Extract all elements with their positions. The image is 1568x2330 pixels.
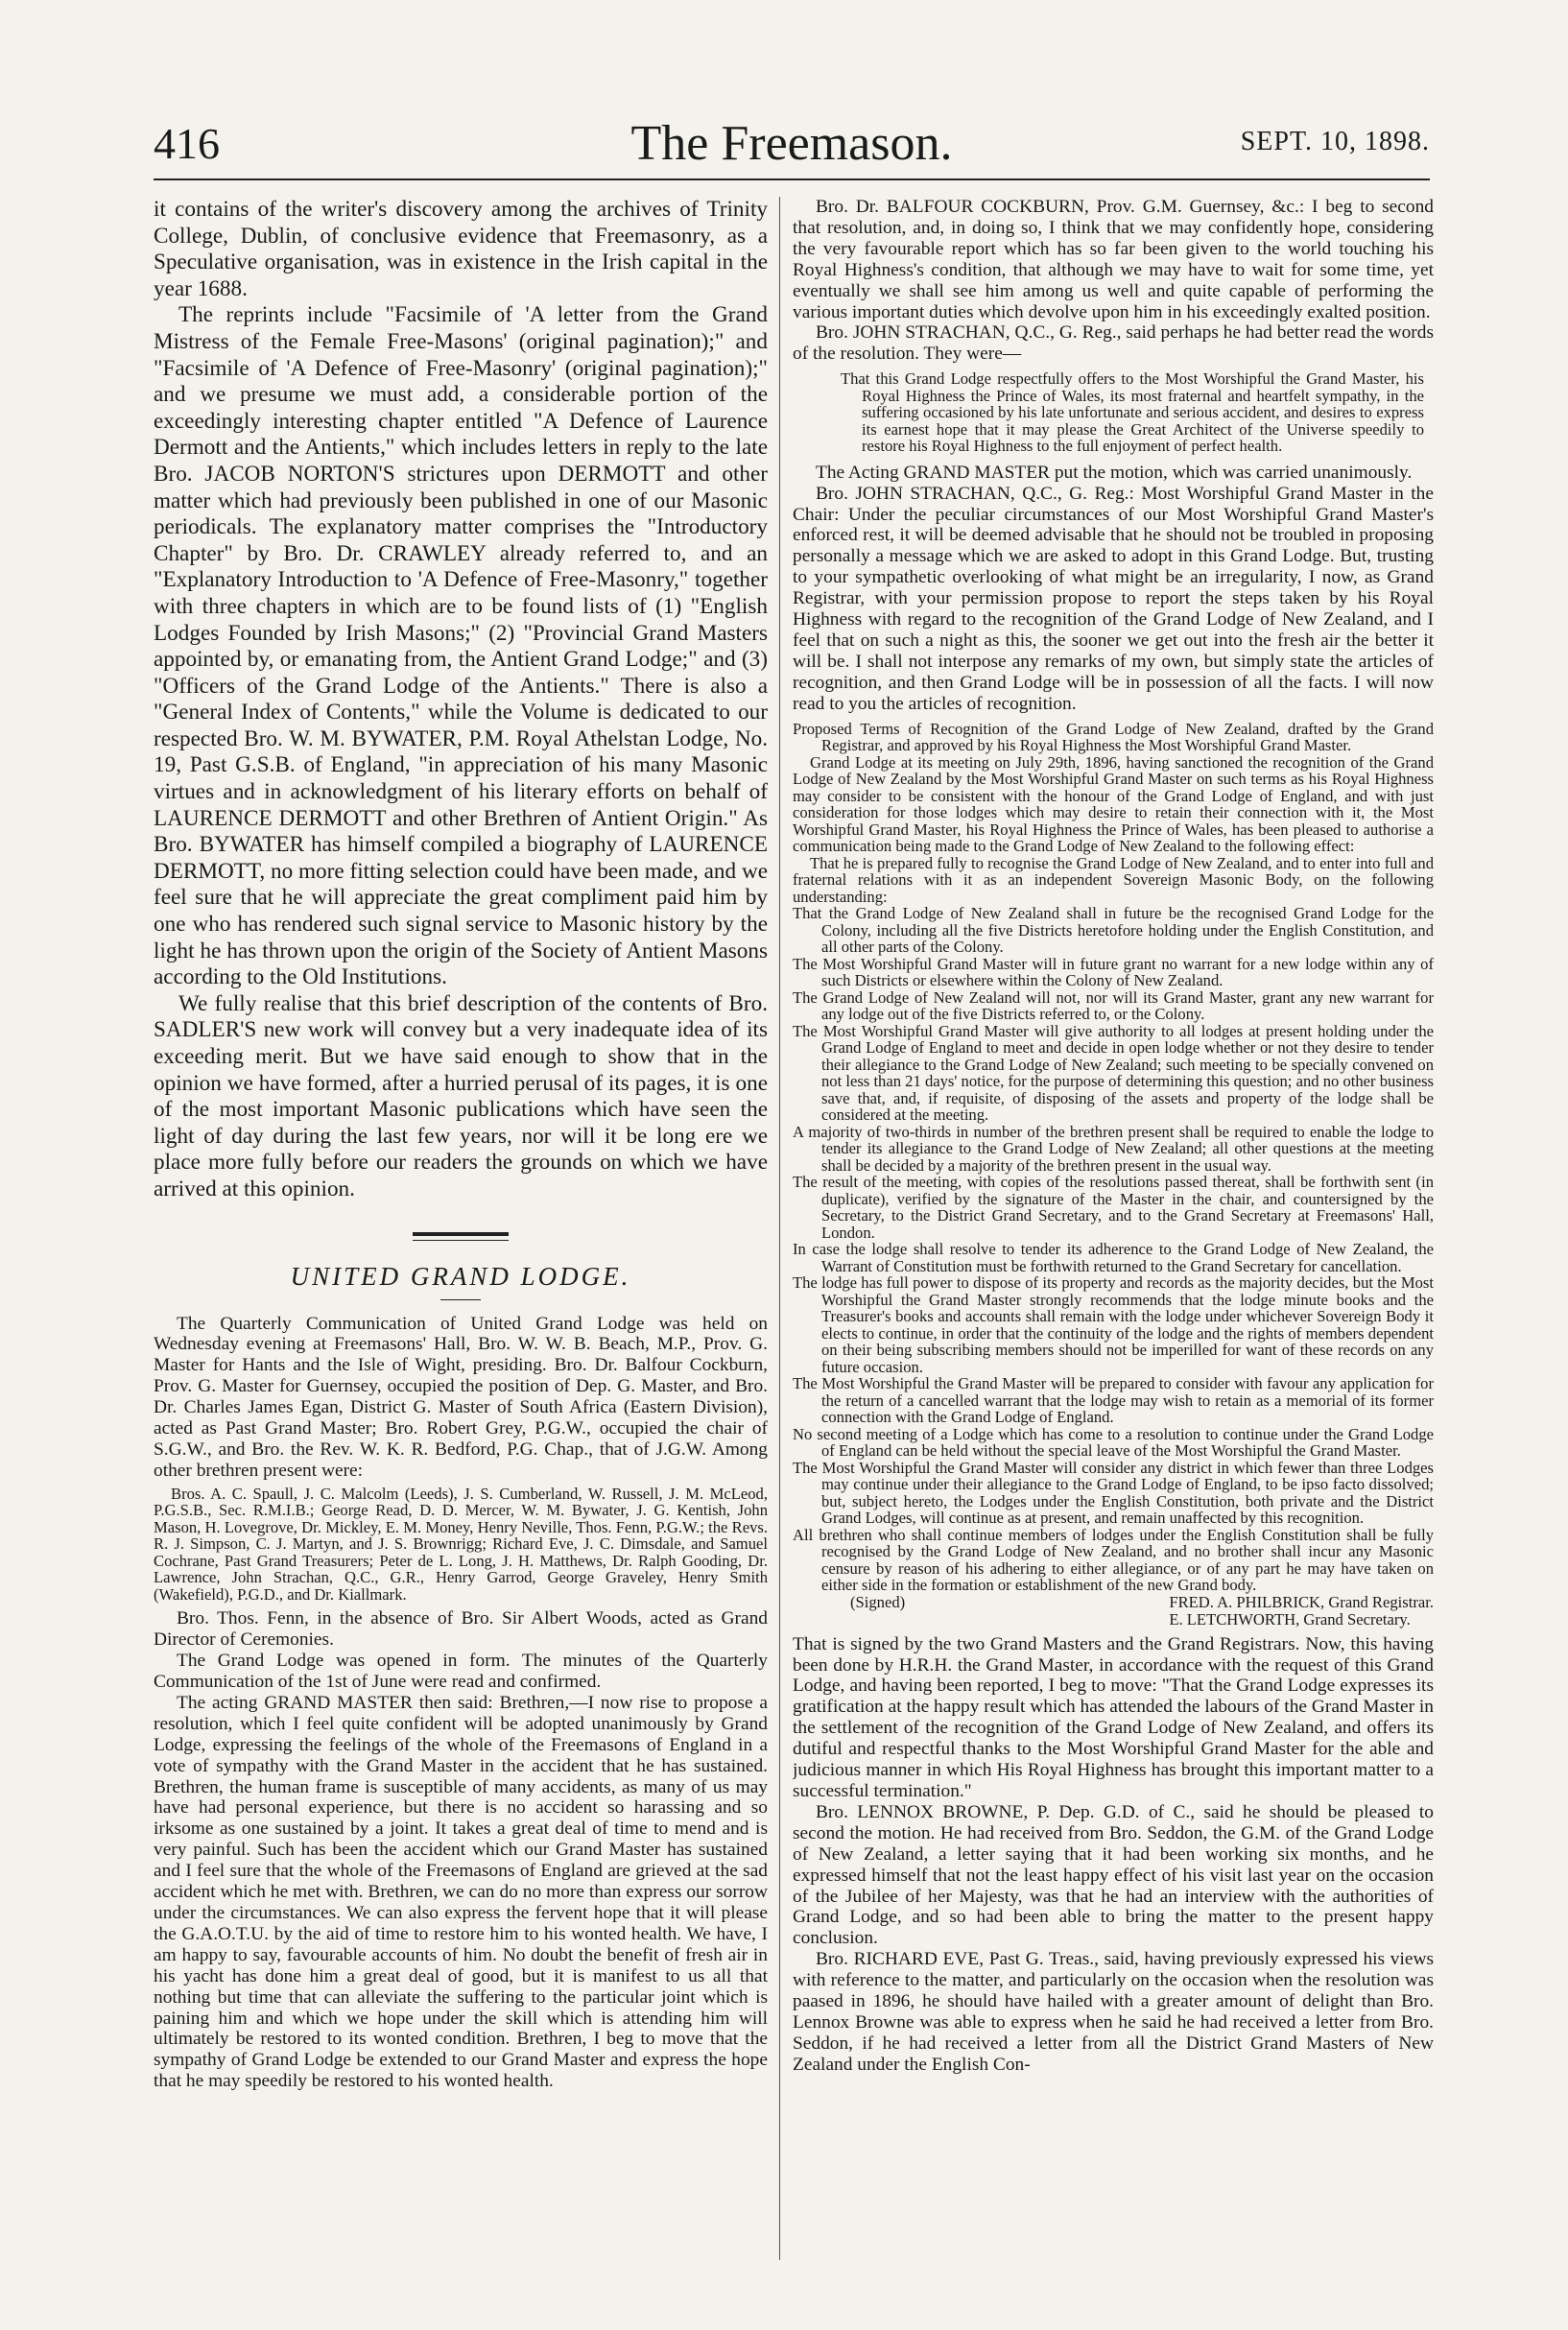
masthead [154, 115, 1430, 177]
speech-paragraph: Bro. JOHN STRACHAN, Q.C., G. Reg., said perhaps he had better read the words of the resolution. They were— [793, 322, 1434, 365]
section-heading: UNITED GRAND LODGE. [290, 1261, 631, 1291]
signatories [1169, 1594, 1434, 1629]
terms-of-recognition [793, 721, 1434, 1629]
report-paragraph: Bro. Thos. Fenn, in the absence of Bro. Sir Albert Woods, acted as Grand Director of Ceremonies. [154, 1608, 768, 1651]
speech-paragraph: That is signed by the two Grand Masters and the Grand Registrars. Now, this having been done by H.R.H. the Grand Master, in accordance with the request of this Grand Lodge, and having been reported, I beg to move: "That the Grand Lodge expresses its gratification at the happy result which has attended the labours of the Grand Master in the settlement of the recognition of the Grand Lodge of New Zealand, and offers its dutiful and respectful thanks to the Most Worshipful Grand Master for the able and judicious manner in which His Royal Highness has brought this important matter to a successful termination." [793, 1633, 1434, 1801]
speech-paragraph: Bro. JOHN STRACHAN, Q.C., G. Reg.: Most Worshipful Grand Master in the Chair: Under the peculiar circumstances of our Most Worshipful Grand Master's enforced rest, it will be deemed advisable that he should not be troubled in proposing personally a message which we are asked to adopt in this Grand Lodge. But, trusting to your sympathetic overlooking of what might be an irregularity, I now, as Grand Registrar, with your permission propose to report the steps taken by his Royal Highness with regard to the recognition of the Grand Lodge of New Zealand, and I feel that on such a night as this, the sooner we get out into the fresh air the better it will be. I shall not interpose any remarks of my own, but simply state the articles of recognition, and then Grand Lodge will be in possession of all the facts. I will now read to you the articles of recognition. [793, 483, 1434, 714]
report-paragraph: The Grand Lodge was opened in form. The minutes of the Quarterly Communication of the 1st of June were read and confirmed. [154, 1651, 768, 1693]
term-item: No second meeting of a Lodge which has come to a resolution to continue under the Grand Lodge of England can be held without the special leave of the Most Worshipful the Grand Master. [793, 1424, 1434, 1461]
resolution-text: That this Grand Lodge respectfully offers to the Most Worshipful the Grand Master, his Royal Highness the Prince of Wales, its most fraternal and heartfelt sympathy, in the suffering occasioned by his late unfortunate and serious accident, and desires to express its earnest hope that it may please the Great Architect of the Universe speedily to restore his Royal Highness to the full enjoyment of perfect health. [841, 369, 1424, 456]
report-paragraph: The Quarterly Communication of United Grand Lodge was held on Wednesday evening at Freemasons' Hall, Bro. W. W. B. Beach, M.P., Prov. G. Master for Hants and the Isle of Wight, presiding. Bro. Dr. Balfour Cockburn, Prov. G. Master for Guernsey, occupied the position of Dep. G. Master, and Bro. Dr. Charles James Egan, District G. Master of South Africa (Eastern Division), acted as Past Grand Master; Bro. Robert Grey, P.G.W., occupied the chair of S.G.W., and Bro. the Rev. W. K. R. Bedford, P.G. Chap., that of J.G.W. Among other brethren present were: [154, 1313, 768, 1481]
page-number: 416 [154, 119, 220, 168]
signatory-registrar: FRED. A. PHILBRICK, Grand Registrar. [1169, 1592, 1434, 1611]
term-item: That the Grand Lodge of New Zealand shall in future be the recognised Grand Lodge for the Colony, including all the five Districts heretofore holding under the English Constitution, and all other parts of the Colony. [793, 904, 1434, 957]
review-paragraph: it contains of the writer's discovery among the archives of Trinity College, Dublin, of conclusive evidence that Freemasonry, as a Speculative organisation, was in existence in the Irish capital in the year 1688. [154, 197, 768, 301]
speech-paragraph: The Acting GRAND MASTER put the motion, which was carried unanimously. [816, 462, 1413, 483]
terms-title: Proposed Terms of Recognition of the Grand Lodge of New Zealand, drafted by the Grand Registrar, and approved by his Royal Highness the Most Worshipful Grand Master. [793, 719, 1434, 755]
left-column [154, 197, 768, 2260]
speech-paragraph: Bro. LENNOX BROWNE, P. Dep. G.D. of C., said he should be pleased to second the motion. He had received from Bro. Seddon, the G.M. of the Grand Lodge of New Zealand, a letter saying that it had been working six months, and he expressed himself that not the least happy effect of his visit last year on the occasion of the Jubilee of her Majesty, was that he had an interview with the authorities of Grand Lodge, and so had been able to bring the matter to the present happy conclusion. [793, 1801, 1434, 1949]
signature-block [793, 1594, 1434, 1629]
issue-date: SEPT. 10, 1898. [1240, 127, 1430, 156]
section-rule-thin [413, 1240, 509, 1241]
terms-preamble: Grand Lodge at its meeting on July 29th, 1896, having sanctioned the recognition of the Grand Lodge of New Zealand by the Most Worshipful Grand Master on such terms as his Royal Highness may consider to be consistent with the honour of the Grand Lodge of England, and with just consideration for those lodges which may desire to retain their connection with it, the Most Worshipful Grand Master, his Royal Highness the Prince of Wales, has been pleased to authorise a communication being made to the Grand Lodge of New Zealand to the following effect: [793, 752, 1434, 856]
masthead-rule [154, 178, 1430, 180]
term-item: The Most Worshipful the Grand Master will consider any district in which fewer than three Lodges may continue under their allegiance to the Grand Lodge of England, to be ipso facto dissolved; but, subject hereto, the Lodges under the English Constitution, both private and the District Grand Lodges, will continue as at present, and remain unaffected by this recognition. [793, 1458, 1434, 1528]
term-item: In case the lodge shall resolve to tender its adherence to the Grand Lodge of New Zealand, the Warrant of Constitution must be forthwith returned to the Grand Secretary for cancellation. [793, 1240, 1434, 1275]
term-item: The Most Worshipful the Grand Master will be prepared to consider with favour any application for the return of a cancelled warrant that the lodge may wish to retain as a memorial of its former connection with the Grand Lodge of England. [793, 1374, 1434, 1427]
term-item: The result of the meeting, with copies of the resolutions passed thereat, shall be forthwith sent (in duplicate), verified by the signature of the Master in the chair, and countersigned by the Secretary, to the District Grand Secretary, and to the Grand Secretary at Freemasons' Hall, London. [793, 1173, 1434, 1242]
term-item: The Most Worshipful Grand Master will in future grant no warrant for a new lodge within any of such Districts or elsewhere within the Colony of New Zealand. [793, 954, 1434, 990]
review-paragraph: The reprints include "Facsimile of 'A letter from the Grand Mistress of the Female Free-Masons' (original pagination);" and "Facsimile of 'A Defence of Free-Masonry' (original pagination);" and we presume we must add, a considerable portion of the exceedingly interesting chapter entitled "A Defence of Laurence Dermott and the Antients," which includes letters in reply to the late Bro. JACOB NORTON'S strictures upon DERMOTT and other matter which had previously been published in one of our Masonic periodicals. The explanatory matter comprises the "Introductory Chapter" by Bro. Dr. CRAWLEY already referred to, and an "Explanatory Introduction to 'A Defence of Free-Masonry," together with three chapters in which are to be found lists of (1) "English Lodges Founded by Irish Masons;" (2) "Provincial Grand Masters appointed by, or emanating from, the Antient Grand Lodge;" and (3) "Officers of the Grand Lodge of the Antients." There is also a "General Index of Contents," while the Volume is dedicated to our respected Bro. W. M. BYWATER, P.M. Royal Athelstan Lodge, No. 19, Past G.S.B. of England, "in appreciation of his many Masonic virtues and in acknowledgment of his literary efforts on behalf of LAURENCE DERMOTT and other Brethren of Antient Origin." As Bro. BYWATER has himself compiled a biography of LAURENCE DERMOTT, no more fitting selection could have been made, and we feel sure that he will appreciate the great compliment paid him by one who has rendered such signal service to Masonic history by the light he has thrown upon the origin of the Society of Antient Masons according to the Old Institutions. [154, 302, 768, 990]
term-item: All brethren who shall continue members of lodges under the English Constitution shall be fully recognised by the Grand Lodge of New Zealand, and no brother shall incur any Masonic censure by reason of his adhering to either allegiance, or of any part he may have taken on either side in the formation or establishment of the new Grand body. [793, 1525, 1434, 1595]
report-paragraph: The acting GRAND MASTER then said: Brethren,—I now rise to propose a resolution, which I feel quite confident will be adopted unanimously by Grand Lodge, expressing the feelings of the whole of the Freemasons of England in a vote of sympathy with the Grand Master in the accident that he has sustained. Brethren, the human frame is susceptible of many accidents, as many of us may have had personal experience, but there is no accident so harassing and so irksome as one sustained by a joint. It takes a great deal of time to mend and is very painful. Such has been the accident which our Grand Master has sustained and I feel sure that the whole of the Freemasons of England are grieved at the sad accident which he met with. Brethren, we can do no more than express our sorrow under the circumstances. We can also express the fervent hope that it will please the G.A.O.T.U. by the aid of time to restore him to his wonted health. We have, I am happy to say, favourable accounts of him. No doubt the benefit of fresh air in his yacht has done him a great deal of good, but it is manifest to us all that nothing but time that can alleviate the suffering to the particular joint which is paining him and which we hope under the skill which is attending him will ultimately be restored to its wonted condition. Brethren, I beg to move that the sympathy of Grand Lodge be extended to our Grand Master and express the hope that he may speedily be restored to his wonted health. [154, 1692, 768, 2092]
column-divider [779, 197, 780, 2260]
term-item: The Grand Lodge of New Zealand will not, nor will its Grand Master, grant any new warrant for any lodge out of the five Districts referred to, or the Colony. [793, 987, 1434, 1024]
publication-title: The Freemason. [630, 116, 953, 171]
speech-paragraph: Bro. RICHARD EVE, Past G. Treas., said, having previously expressed his views with reference to the matter, and particularly on the occasion when the resolution was paased in 1896, he should have hailed with a greater amount of delight than Bro. Lennox Browne was able to express when he said he had received a letter from Bro. Seddon, if he had received a letter from all the District Grand Masters of New Zealand under the English Con- [793, 1949, 1434, 2075]
term-item: The lodge has full power to dispose of its property and records as the majority decides, but the Most Worshipful the Grand Master strongly recommends that the lodge minute books and the Treasurer's books and accounts shall remain with the lodge under whichever Sovereign Body it elects to continue, in order that the continuity of the lodge and the rights of members dependent on their being subscribing members should not be imperilled for want of these records on any future occasion. [793, 1273, 1434, 1376]
term-item: A majority of two-thirds in number of the brethren present shall be required to enable the lodge to tender its allegiance to the Grand Lodge of New Zealand; all other questions at the meeting shall be decided by a majority of the brethren present in the usual way. [793, 1122, 1434, 1175]
term-item: The Most Worshipful Grand Master will give authority to all lodges at present holding under the Grand Lodge of England to meet and decide in open lodge whether or not they desire to tender their allegiance to the Grand Lodge of New Zealand; such meeting to be specially convened on not less than 21 days' notice, for the purpose of determining this question; and no other business save that, and, if requisite, of disposing of the assets and property of the lodge shall be considered at the meeting. [793, 1021, 1434, 1125]
terms-preamble: That he is prepared fully to recognise the Grand Lodge of New Zealand, and to enter into full and fraternal relations with it as an independent Sovereign Masonic Body, on the following understanding: [793, 853, 1434, 906]
signed-label: (Signed) [850, 1592, 906, 1611]
review-paragraph: We fully realise that this brief description of the contents of Bro. SADLER'S new work will convey but a very inadequate idea of its exceeding merit. But we have said enough to show that in the opinion we have formed, after a hurried perusal of its pages, it is one of the most important Masonic publications which have seen the light of day during the last few years, nor will it be long ere we place more fully before our readers the grounds on which we have arrived at this opinion. [154, 990, 768, 1201]
attendance-list: Bros. A. C. Spaull, J. C. Malcolm (Leeds), J. S. Cumberland, W. Russell, J. M. McLeod, P.G.S.B., Sec. R.M.I.B.; George Read, D. D. Mercer, W. M. Bywater, J. G. Kentish, John Mason, H. Lovegrove, Dr. Mickley, E. M. Money, Henry Neville, Thos. Fenn, P.G.W.; the Revs. R. J. Simpson, C. J. Martyn, and J. S. Brownrigg; Richard Eve, J. C. Dimsdale, and Samuel Cochrane, Past Grand Treasurers; Peter de L. Long, J. H. Matthews, Dr. Ralph Gooding, Dr. Lawrence, John Strachan, Q.C., G.R., Henry Garrod, George Graveley, Henry Smith (Wakefield), P.G.D., and Dr. Kiallmark. [154, 1484, 768, 1604]
signatory-secretary: E. LETCHWORTH, Grand Secretary. [1169, 1609, 1411, 1629]
right-column [793, 197, 1434, 2260]
heading-rule [440, 1299, 481, 1300]
section-rule [413, 1232, 509, 1236]
speech-paragraph: Bro. Dr. BALFOUR COCKBURN, Prov. G.M. Guernsey, &c.: I beg to second that resolution, and, in doing so, I think that we may confidently hope, considering the very favourable report which has so far been given to the world touching his Royal Highness's condition, that although we may have to wait for some time, yet eventually we shall see him among us well and quite capable of performing the various important duties which devolve upon him in his exceedingly exalted position. [793, 197, 1434, 322]
